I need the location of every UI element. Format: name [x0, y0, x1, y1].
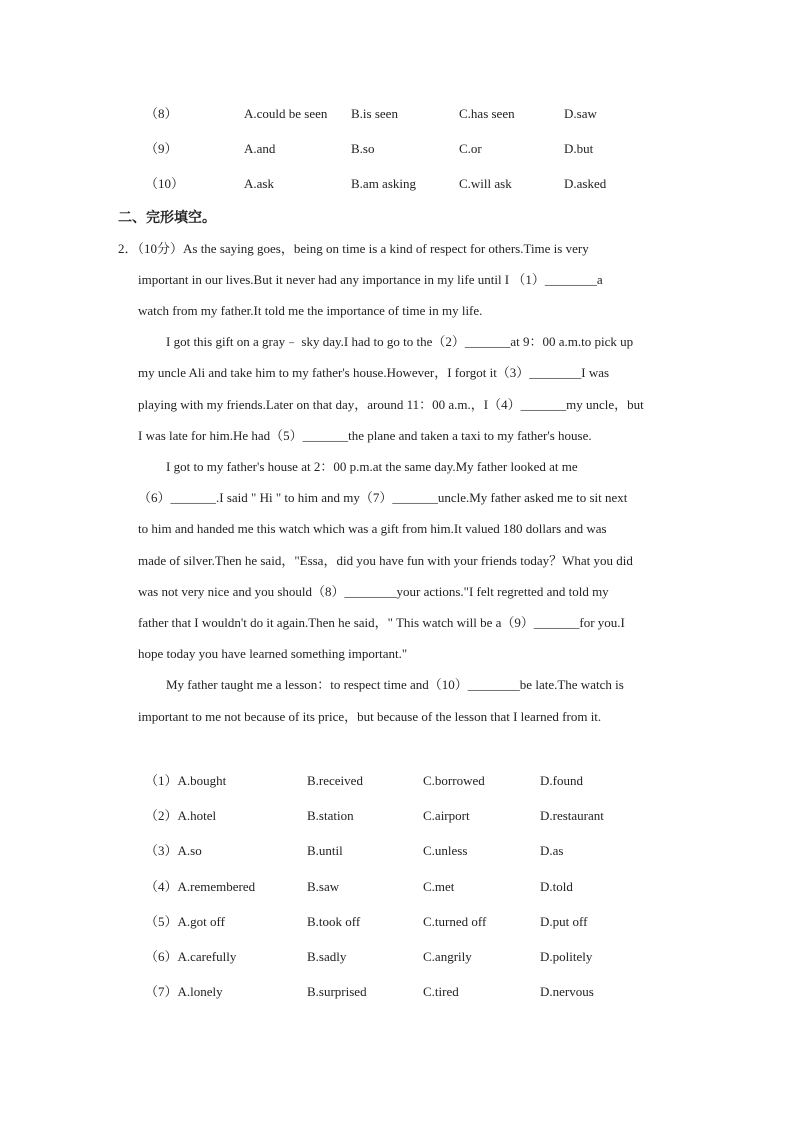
option-b: B.saw	[307, 879, 340, 894]
option-b: B.received	[307, 773, 363, 788]
question-number: （8）	[145, 106, 178, 121]
option-c: C.unless	[423, 843, 468, 858]
option-c: C.has seen	[459, 106, 515, 121]
option-c: C.will ask	[459, 176, 512, 191]
option-a: （4）A.remembered	[145, 879, 256, 894]
passage-line: made of silver.Then he said，"Essa，did you have fun with your friends today？What you did	[138, 553, 633, 568]
option-d: D.politely	[540, 949, 593, 964]
option-c: C.or	[459, 141, 482, 156]
option-d: D.told	[540, 879, 573, 894]
option-d: D.as	[540, 843, 564, 858]
option-b: B.am asking	[351, 176, 416, 191]
option-a: （2）A.hotel	[145, 808, 217, 823]
option-a: A.and	[244, 141, 276, 156]
option-d: D.saw	[564, 106, 597, 121]
option-d: D.but	[564, 141, 594, 156]
option-b: B.so	[351, 141, 375, 156]
passage-line: My father taught me a lesson：to respect time and（10）________be late.The watch is	[166, 677, 624, 692]
option-c: C.tired	[423, 984, 459, 999]
passage-line: watch from my father.It told me the importance of time in my life.	[138, 303, 483, 318]
option-c: C.angrily	[423, 949, 472, 964]
option-d: D.put off	[540, 914, 588, 929]
option-a: （1）A.bought	[145, 773, 227, 788]
passage-line: to him and handed me this watch which was a gift from him.It valued 180 dollars and was	[138, 521, 607, 536]
option-a: （7）A.lonely	[145, 984, 223, 999]
option-a: A.could be seen	[244, 106, 328, 121]
passage-line: I got to my father's house at 2：00 p.m.at the same day.My father looked at me	[166, 459, 578, 474]
option-b: B.station	[307, 808, 354, 823]
option-a: A.ask	[244, 176, 274, 191]
passage-line: important to me not because of its price，but because of the lesson that I learned from it.	[138, 709, 602, 724]
question-number: （10）	[145, 176, 185, 191]
passage-line: was not very nice and you should（8）________your actions."I felt regretted and told my	[138, 584, 609, 599]
passage-line: hope today you have learned something important."	[138, 646, 408, 661]
passage-line: important in our lives.But it never had any importance in my life until I （1）________a	[138, 272, 603, 287]
option-c: C.borrowed	[423, 773, 485, 788]
option-a: （3）A.so	[145, 843, 202, 858]
option-c: C.airport	[423, 808, 470, 823]
option-b: B.took off	[307, 914, 361, 929]
passage-line: I was late for him.He had（5）_______the plane and taken a taxi to my father's house.	[138, 428, 592, 443]
option-b: B.surprised	[307, 984, 367, 999]
option-c: C.turned off	[423, 914, 487, 929]
option-d: D.asked	[564, 176, 607, 191]
passage-line: I got this gift on a gray﹣ sky day.I had to go to the（2）_______at 9：00 a.m.to pick up	[166, 334, 634, 349]
option-b: B.sadly	[307, 949, 347, 964]
option-b: B.until	[307, 843, 343, 858]
passage-line: 2．（10分）As the saying goes，being on time is a kind of respect for others.Time is very	[118, 241, 589, 256]
question-number: （9）	[145, 141, 178, 156]
option-c: C.met	[423, 879, 455, 894]
passage-line: my uncle Ali and take him to my father's house.However，I forgot it（3）________I was	[138, 365, 610, 380]
passage-line: playing with my friends.Later on that day，around 11：00 a.m.，I（4）_______my uncle，but	[138, 397, 644, 412]
passage-line: father that I wouldn't do it again.Then he said，" This watch will be a（9）_______for you.I	[138, 615, 625, 630]
option-a: （5）A.got off	[145, 914, 225, 929]
option-a: （6）A.carefully	[145, 949, 237, 964]
option-b: B.is seen	[351, 106, 398, 121]
passage-line: （6）_______.I said " Hi " to him and my（7）_______uncle.My father asked me to sit next	[138, 490, 628, 505]
section-heading: 二、完形填空。	[118, 210, 216, 226]
option-d: D.nervous	[540, 984, 594, 999]
option-d: D.found	[540, 773, 583, 788]
option-d: D.restaurant	[540, 808, 604, 823]
